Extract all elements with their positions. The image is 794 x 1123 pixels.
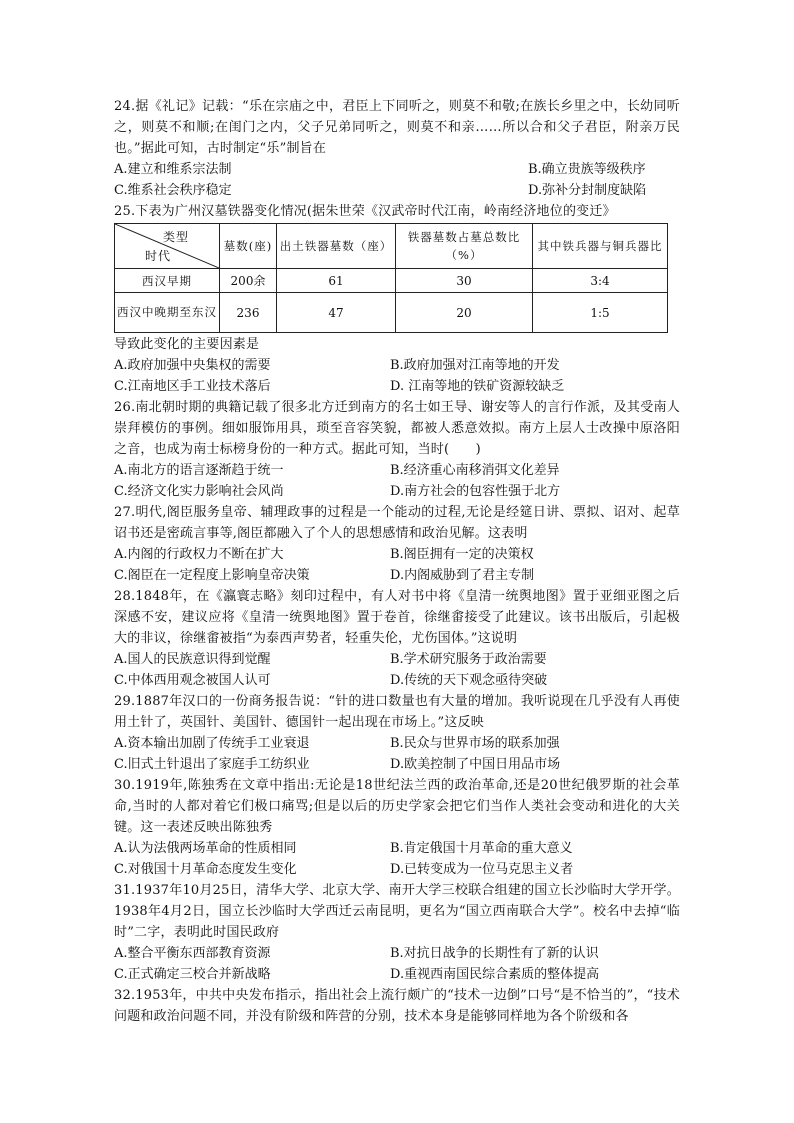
option-d[interactable]: D.内阁威胁到了君主专制: [390, 568, 535, 583]
table-cell: 236: [220, 293, 277, 333]
option-d[interactable]: D.已转变成为一位马克思主义者: [390, 862, 574, 877]
option-d[interactable]: D.传统的天下观念亟待突破: [390, 673, 548, 688]
option-a[interactable]: A.政府加强中央集权的需要: [114, 358, 271, 373]
question-25: [114, 201, 680, 397]
table-cell: 3:4: [533, 269, 668, 293]
option-b[interactable]: B.民众与世界市场的联系加强: [390, 736, 560, 751]
question-26: [114, 397, 680, 502]
options: [114, 733, 680, 775]
option-c[interactable]: C.维系社会秩序稳定: [114, 183, 232, 198]
options: [114, 159, 680, 201]
table-cell: 西汉中晚期至东汉: [115, 293, 220, 333]
table-header: 其中铁兵器与铜兵器比: [533, 224, 668, 269]
option-b[interactable]: B.政府加强对江南等地的开发: [390, 358, 560, 373]
question-31: [114, 880, 680, 985]
corner-label-period: 时代: [145, 249, 172, 263]
option-a[interactable]: A.建立和维系宗法制: [114, 162, 232, 177]
option-b[interactable]: B.阁臣拥有一定的决策权: [390, 547, 534, 562]
options: [114, 460, 680, 502]
question-stem: 24.据《礼记》记载：“乐在宗庙之中，君臣上下同听之，则莫不和敬;在族长乡里之中，长幼同听之，则莫不和顺;在闺门之内，父子兄弟同听之，则莫不和亲……所以合和父子君臣，附亲万民也。”据此可知，古时制定“乐”制旨在: [114, 99, 680, 156]
table-corner-cell: [115, 224, 220, 269]
option-a[interactable]: A.整合平衡东西部教育资源: [114, 946, 271, 961]
option-d[interactable]: D.弥补分封制度缺陷: [528, 183, 647, 198]
option-b[interactable]: B.学术研究服务于政治需要: [390, 652, 547, 667]
question-stem: 28.1848年，在《瀛寰志略》刻印过程中，有人对书中将《皇清一统舆地图》置于亚细亚图之后深感不安，建议应将《皇清一统舆地图》置于卷首，徐继畬接受了此建议。该书出版后，引起极大的非议，徐继畬被指“为泰西声势者，轻重失伦，尤伤国体。”这说明: [114, 589, 680, 646]
option-c[interactable]: C.阁臣在一定程度上影响皇帝决策: [114, 568, 310, 583]
question-stem: 31.1937年10月25日，清华大学、北京大学、南开大学三校联合组建的国立长沙临时大学开学。1938年4月2日，国立长沙临时大学西迁云南昆明，更名为“国立西南联合大学”。校名中去掉“临时”二字，表明此时国民政府: [114, 883, 680, 940]
option-a[interactable]: A.国人的民族意识得到觉醒: [114, 652, 271, 667]
options: [114, 838, 680, 880]
question-32: [114, 985, 680, 1027]
option-a[interactable]: A.南北方的语言逐渐趋于统一: [114, 463, 284, 478]
option-c[interactable]: C.中体西用观念被国人认可: [114, 673, 271, 688]
option-d[interactable]: D. 江南等地的铁矿资源较缺乏: [390, 379, 565, 394]
option-d[interactable]: D.重视西南国民综合素质的整体提高: [390, 967, 600, 982]
options: [114, 649, 680, 691]
question-stem: 30.1919年,陈独秀在文章中指出:无论是18世纪法兰西的政治革命,还是20世纪俄罗斯的社会革命,当时的人都对着它们极口痛骂;但是以后的历史学家会把它们当作人类社会变动和进化的大关键。这一表述反映出陈独秀: [114, 778, 680, 835]
option-d[interactable]: D.南方社会的包容性强于北方: [390, 484, 561, 499]
question-stem: 25.下表为广州汉墓铁器变化情况(据朱世荣《汉武帝时代江南，岭南经济地位的变迁》: [114, 204, 616, 219]
options: [114, 355, 680, 397]
table-cell: 西汉早期: [115, 269, 220, 293]
exam-page: [114, 96, 680, 1027]
table-cell: 20: [396, 293, 533, 333]
option-b[interactable]: B.对抗日战争的长期性有了新的认识: [390, 946, 599, 961]
table-row: [115, 293, 668, 333]
question-29: [114, 691, 680, 775]
option-c[interactable]: C.正式确定三校合并新战略: [114, 967, 271, 982]
option-d[interactable]: D.欧美控制了中国日用品市场: [390, 757, 561, 772]
option-c[interactable]: C.经济文化实力影响社会风尚: [114, 484, 284, 499]
option-a[interactable]: A.认为法俄两场革命的性质相同: [114, 841, 297, 856]
option-b[interactable]: B.肯定俄国十月革命的重大意义: [390, 841, 573, 856]
question-stem: 29.1887年汉口的一份商务报告说：“针的进口数量也有大量的增加。我听说现在几乎没有人再使用土针了，英国针、美国针、德国针一起出现在市场上。”这反映: [114, 694, 680, 730]
option-b[interactable]: B.经济重心南移消弭文化差异: [390, 463, 560, 478]
question-stem: 26.南北朝时期的典籍记载了很多北方迁到南方的名士如王导、谢安等人的言行作派，及其受南人崇拜模仿的事例。细如服饰用具，琐至音容笑貌，都被人悉意效拟。南方上层人士改操中原洛阳之音，也成为南士标榜身份的一种方式。据此可知，当时( ): [114, 400, 680, 457]
question-27: [114, 502, 680, 586]
table-header: 铁器墓数占墓总数比（%）: [396, 224, 533, 269]
table-header: 出土铁器墓数（座）: [277, 224, 396, 269]
option-a[interactable]: A.资本输出加剧了传统手工业衰退: [114, 736, 310, 751]
corner-label-type: 类型: [162, 230, 189, 244]
question-30: [114, 775, 680, 880]
question-stem-continued: 导致此变化的主要因素是: [114, 337, 260, 352]
options: [114, 544, 680, 586]
table-header-row: [115, 224, 668, 269]
option-c[interactable]: C.旧式土针退出了家庭手工纺织业: [114, 757, 310, 772]
table-cell: 30: [396, 269, 533, 293]
question-stem: 27.明代,阁臣服务皇帝、辅理政事的过程是一个能动的过程,无论是经筵日讲、票拟、诏对、起草诏书还是密疏言事等,阁臣都融入了个人的思想感情和政治见解。这表明: [114, 505, 680, 541]
question-28: [114, 586, 680, 691]
table-cell: 47: [277, 293, 396, 333]
table-cell: 61: [277, 269, 396, 293]
question-stem: 32.1953年，中共中央发布指示，指出社会上流行颇广的“技术一边倒”口号“是不恰当的”，“技术问题和政治问题不同，并没有阶级和阵营的分别，技术本身是能够同样地为各个阶级和各: [114, 988, 680, 1024]
options: [114, 943, 680, 985]
option-c[interactable]: C.对俄国十月革命态度发生变化: [114, 862, 297, 877]
table-row: [115, 269, 668, 293]
table-cell: 200余: [220, 269, 277, 293]
option-c[interactable]: C.江南地区手工业技术落后: [114, 379, 271, 394]
data-table: [114, 223, 668, 333]
table-header: 墓数(座): [220, 224, 277, 269]
table-cell: 1:5: [533, 293, 668, 333]
question-24: [114, 96, 680, 201]
option-a[interactable]: A.内阁的行政权力不断在扩大: [114, 547, 284, 562]
option-b[interactable]: B.确立贵族等级秩序: [528, 162, 646, 177]
